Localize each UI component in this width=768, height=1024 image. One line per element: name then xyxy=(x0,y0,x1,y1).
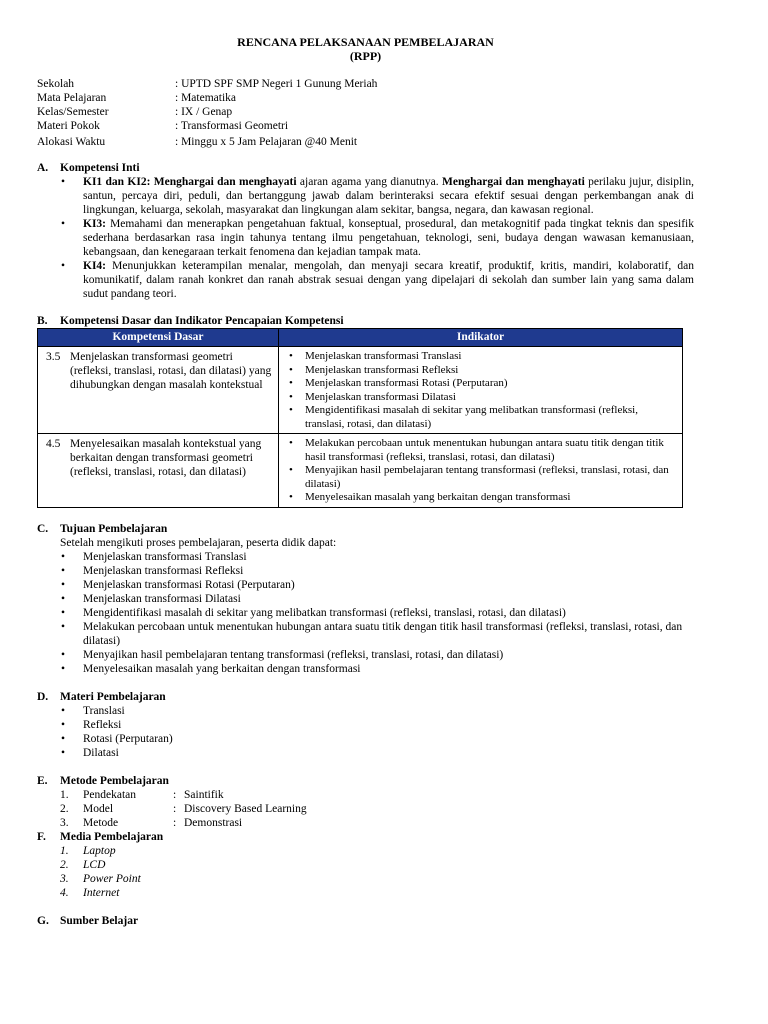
tujuan-intro: Setelah mengikuti proses pembelajaran, peserta didik dapat: xyxy=(60,536,337,549)
info-row xyxy=(37,105,694,119)
list-item: • Menjelaskan transformasi Translasi xyxy=(83,550,694,564)
section-metode xyxy=(37,774,694,830)
list-item: • Menjelaskan transformasi Rotasi (Perputaran) xyxy=(305,377,678,391)
materi-list xyxy=(37,704,694,760)
list-item: • Menjelaskan transformasi Refleksi xyxy=(305,364,678,378)
list-item: • Refleksi xyxy=(83,718,694,732)
info-value: : UPTD SPF SMP Negeri 1 Gunung Meriah xyxy=(175,78,378,90)
list-item: 3. Metode : Demonstrasi xyxy=(60,816,243,829)
ki-item: • KI4: Menunjukkan keterampilan menalar, mengolah, dan menyaji secara kreatif, produktif, kritis, mandiri, kolaboratif, dan komunikatif, dalam ranah konkret dan ranah abstrak sesuai dengan yang dipelajari di sekolah dan sumber lain yang sama dalam sudut pandang teori. xyxy=(83,259,694,301)
list-item: • Dilatasi xyxy=(83,746,694,760)
indikator-list xyxy=(283,350,678,431)
info-value: : Transformasi Geometri xyxy=(175,120,289,132)
section-heading: F. Media Pembelajaran xyxy=(37,830,164,843)
kd-table xyxy=(37,328,683,508)
section-tujuan xyxy=(37,522,694,676)
list-item: 1. Laptop xyxy=(60,844,116,857)
ki-item: • KI1 dan KI2: Menghargai dan menghayati ajaran agama yang dianutnya. Menghargai dan menghayati perilaku jujur, disiplin, santun, percaya diri, peduli, dan bertanggung jawab dalam berinteraksi secara efektif sesuai dengan perkembangan anak di lingkungan, keluarga, sekolah, masyarakat dan lingkungan alam sekitar, bangsa, negara, dan kawasan regional. xyxy=(83,175,694,217)
list-item: • Menjelaskan transformasi Rotasi (Perputaran) xyxy=(83,578,694,592)
info-key: Sekolah xyxy=(37,78,75,90)
table-header: Kompetensi Dasar xyxy=(38,329,279,347)
list-item: • Menyajikan hasil pembelajaran tentang transformasi (refleksi, translasi, rotasi, dan dilatasi) xyxy=(305,464,678,491)
info-key: Mata Pelajaran xyxy=(37,92,107,104)
section-heading: E. Metode Pembelajaran xyxy=(37,774,169,787)
kd-text: Menjelaskan transformasi geometri (refleksi, translasi, rotasi, dan dilatasi) yang dihubungkan dengan masalah kontekstual xyxy=(70,351,272,391)
section-materi xyxy=(37,690,694,760)
document-page xyxy=(37,35,694,928)
info-row xyxy=(37,135,694,149)
section-kompetensi-inti xyxy=(37,161,694,301)
ki-list xyxy=(37,175,694,301)
info-key: Materi Pokok xyxy=(37,120,100,132)
info-value: : Matematika xyxy=(175,92,236,104)
list-item: • Mengidentifikasi masalah di sekitar yang melibatkan transformasi (refleksi, translasi, rotasi, dan dilatasi) xyxy=(83,606,694,620)
info-key: Kelas/Semester xyxy=(37,106,109,118)
section-heading: C. Tujuan Pembelajaran xyxy=(37,522,168,535)
list-item: • Menyajikan hasil pembelajaran tentang transformasi (refleksi, translasi, rotasi, dan dilatasi) xyxy=(83,648,694,662)
list-item: • Menjelaskan transformasi Translasi xyxy=(305,350,678,364)
media-list xyxy=(37,844,694,900)
kd-number: 3.5 xyxy=(46,351,61,363)
info-key: Alokasi Waktu xyxy=(37,136,106,148)
table-row xyxy=(38,434,683,508)
table-header-row xyxy=(38,329,683,347)
section-heading: G. Sumber Belajar xyxy=(37,914,139,927)
tujuan-list xyxy=(37,550,694,676)
document-title xyxy=(37,35,694,63)
kd-number: 4.5 xyxy=(46,438,61,450)
info-row xyxy=(37,91,694,105)
list-item: • Mengidentifikasi masalah di sekitar yang melibatkan transformasi (refleksi, translasi, rotasi, dan dilatasi) xyxy=(305,404,678,431)
list-item: 2. Model : Discovery Based Learning xyxy=(60,802,307,815)
list-item: • Menyelesaikan masalah yang berkaitan dengan transformasi xyxy=(305,491,678,505)
info-row xyxy=(37,77,694,91)
info-value: : Minggu x 5 Jam Pelajaran @40 Menit xyxy=(175,136,358,148)
list-item: • Melakukan percobaan untuk menentukan hubungan antara suatu titik dengan titik hasil transformasi (refleksi, translasi, rotasi, dan dilatasi) xyxy=(305,437,678,464)
info-value: : IX / Genap xyxy=(175,106,233,118)
section-kompetensi-dasar xyxy=(37,314,694,508)
list-item: • Translasi xyxy=(83,704,694,718)
title-line-1: RENCANA PELAKSANAAN PEMBELAJARAN xyxy=(237,35,494,49)
table-row xyxy=(38,347,683,434)
section-heading: B. Kompetensi Dasar dan Indikator Pencapaian Kompetensi xyxy=(37,315,344,327)
title-line-2: (RPP) xyxy=(349,49,382,63)
kd-text: Menyelesaikan masalah kontekstual yang berkaitan dengan transformasi geometri (refleksi, translasi, rotasi, dan dilatasi) xyxy=(70,438,262,478)
section-sumber xyxy=(37,914,694,928)
list-item: 1. Pendekatan : Saintifik xyxy=(60,788,224,801)
list-item: • Melakukan percobaan untuk menentukan hubungan antara suatu titik dengan titik hasil transformasi (refleksi, translasi, rotasi, dan dilatasi) xyxy=(83,620,694,648)
table-header: Indikator xyxy=(279,329,683,347)
identity-block xyxy=(37,77,694,149)
list-item: 2. LCD xyxy=(60,858,106,871)
metode-list xyxy=(37,788,694,830)
list-item: • Menjelaskan transformasi Dilatasi xyxy=(83,592,694,606)
ki-item: • KI3: Memahami dan menerapkan pengetahuan faktual, konseptual, prosedural, dan metakognitif pada tingkat teknis dan spesifik sederhana berdasarkan rasa ingin tahunya tentang ilmu pengetahuan, teknologi, seni, budaya dengan wawasan kemanusiaan, kebangsaan, dan kenegaraan terkait fenomena dan kejadian tampak mata. xyxy=(83,217,694,259)
list-item: 4. Internet xyxy=(60,886,120,899)
list-item: • Menjelaskan transformasi Dilatasi xyxy=(305,391,678,405)
list-item: • Menjelaskan transformasi Refleksi xyxy=(83,564,694,578)
indikator-list xyxy=(283,437,678,505)
list-item: • Menyelesaikan masalah yang berkaitan dengan transformasi xyxy=(83,662,694,676)
section-media xyxy=(37,830,694,900)
list-item: 3. Power Point xyxy=(60,872,141,885)
info-row xyxy=(37,119,694,133)
section-heading: D. Materi Pembelajaran xyxy=(37,690,166,703)
list-item: • Rotasi (Perputaran) xyxy=(83,732,694,746)
section-heading: A. Kompetensi Inti xyxy=(37,162,140,174)
